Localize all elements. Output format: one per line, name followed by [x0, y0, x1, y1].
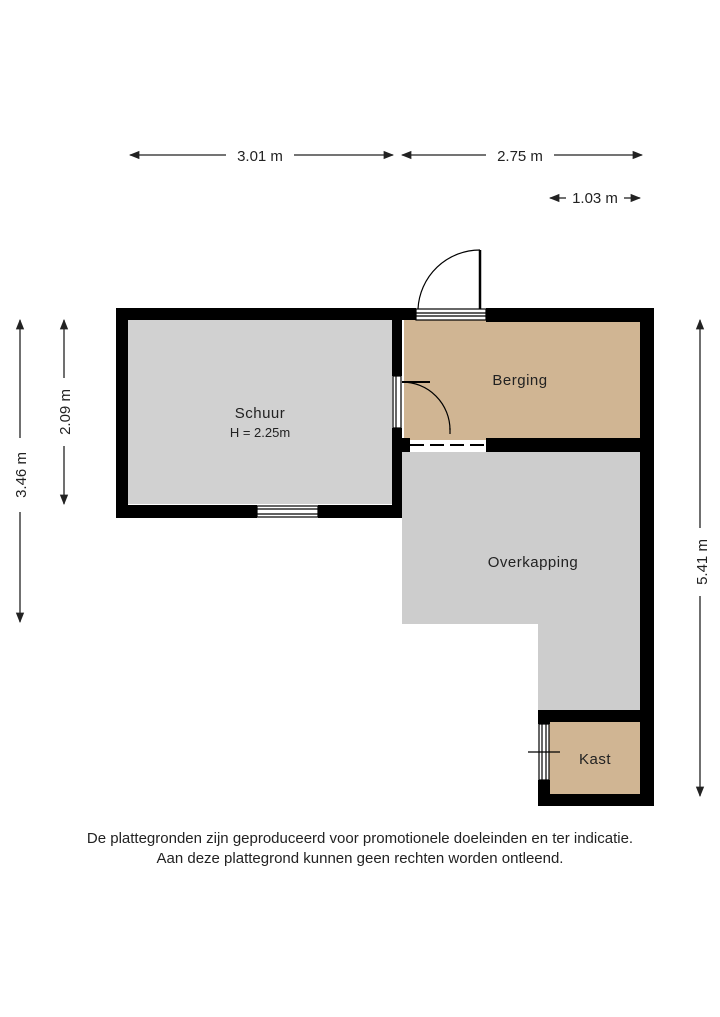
room-label-schuur: Schuur — [234, 405, 286, 422]
disclaimer-line-2: Aan deze plattegrond kunnen geen rechten worden ontleend. — [156, 850, 564, 867]
room-label-berging: Berging — [492, 372, 548, 389]
dimension-label-overall-length: 5.41 m — [694, 539, 711, 585]
dimension-label-kast-width: 1.03 m — [572, 190, 618, 207]
overkapping-floor — [402, 452, 640, 712]
window-schuur — [257, 506, 318, 517]
dimension-label-berging-width: 2.75 m — [497, 148, 543, 165]
disclaimer — [0, 829, 720, 869]
dimension-label-schuur-width: 3.01 m — [237, 148, 283, 165]
door-berging-outside — [416, 250, 486, 320]
room-height-schuur: H = 2.25m — [229, 425, 291, 440]
disclaimer-line-1: De plattegronden zijn geproduceerd voor promotionele doeleinden en ter indicatie. — [86, 830, 634, 847]
dimension-label-total-depth: 3.46 m — [13, 452, 30, 498]
room-label-kast: Kast — [578, 751, 612, 768]
room-label-overkapping: Overkapping — [487, 554, 579, 571]
dimension-label-schuur-depth: 2.09 m — [57, 389, 74, 435]
opening-berging-overkapping — [410, 440, 486, 450]
